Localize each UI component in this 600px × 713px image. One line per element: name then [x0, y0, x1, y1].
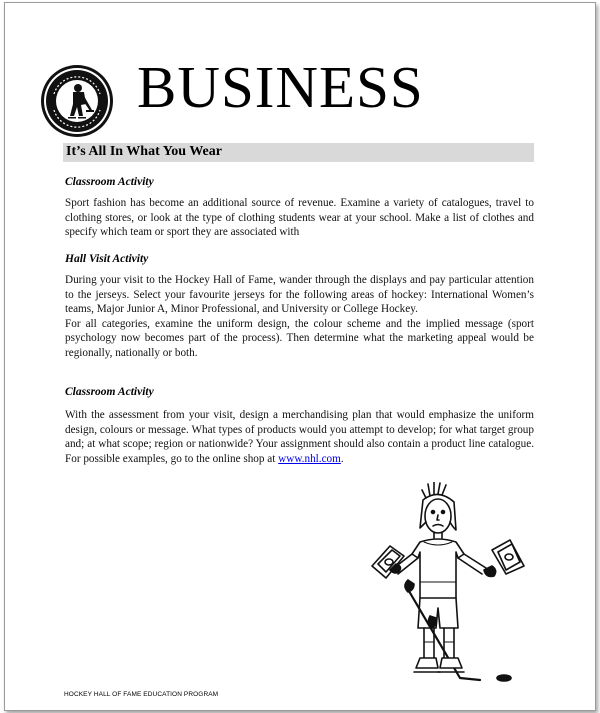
paragraph-text: With the assessment from your visit, design a merchandising plan that would emphasize the uniform design, colours or message. What types of products would you attempt to develop; for what target group and; at what scope; region or nationwide? Your assignment should also contain a product line catalogue. For possible examples, go to the online shop at [65, 409, 534, 465]
footer-text: HOCKEY HALL OF FAME EDUCATION PROGRAM [64, 691, 219, 698]
paragraph-text: For all categories, examine the uniform design, the colour scheme and the implied message (sport psychology now becomes part of the process). Then determine what the marketing appeal would be regionally, nationally or both. [65, 317, 534, 359]
activity-paragraph [65, 408, 534, 466]
section-title: It’s All In What You Wear [66, 144, 222, 159]
nhl-shop-link[interactable]: www.nhl.com [278, 452, 341, 465]
paragraph-text: Sport fashion has become an additional source of revenue. Examine a variety of catalogues, travel to clothing stores, or look at the type of clothing students wear at your school. Make a list of clothes and specify which team or sport they are associated with [65, 197, 534, 239]
activity-paragraph [65, 273, 534, 361]
paragraph-text: During your visit to the Hockey Hall of Fame, wander through the displays and pay particular attention to the jerseys. Select your favourite jerseys for the following areas of hockey: International Women’s teams, Major Junior A, Minor Professional, and University or College Hockey. [65, 274, 534, 316]
activity-heading: Classroom Activity [65, 386, 154, 398]
activity-heading: Hall Visit Activity [65, 253, 149, 265]
activity-heading: Classroom Activity [65, 176, 154, 188]
paragraph-end: . [340, 452, 344, 465]
hockey-hall-of-fame-seal-icon [40, 64, 114, 138]
activity-paragraph [65, 196, 534, 240]
hockey-player-holding-money-cartoon-icon [368, 482, 536, 692]
page-title: BUSINESS [137, 54, 424, 120]
